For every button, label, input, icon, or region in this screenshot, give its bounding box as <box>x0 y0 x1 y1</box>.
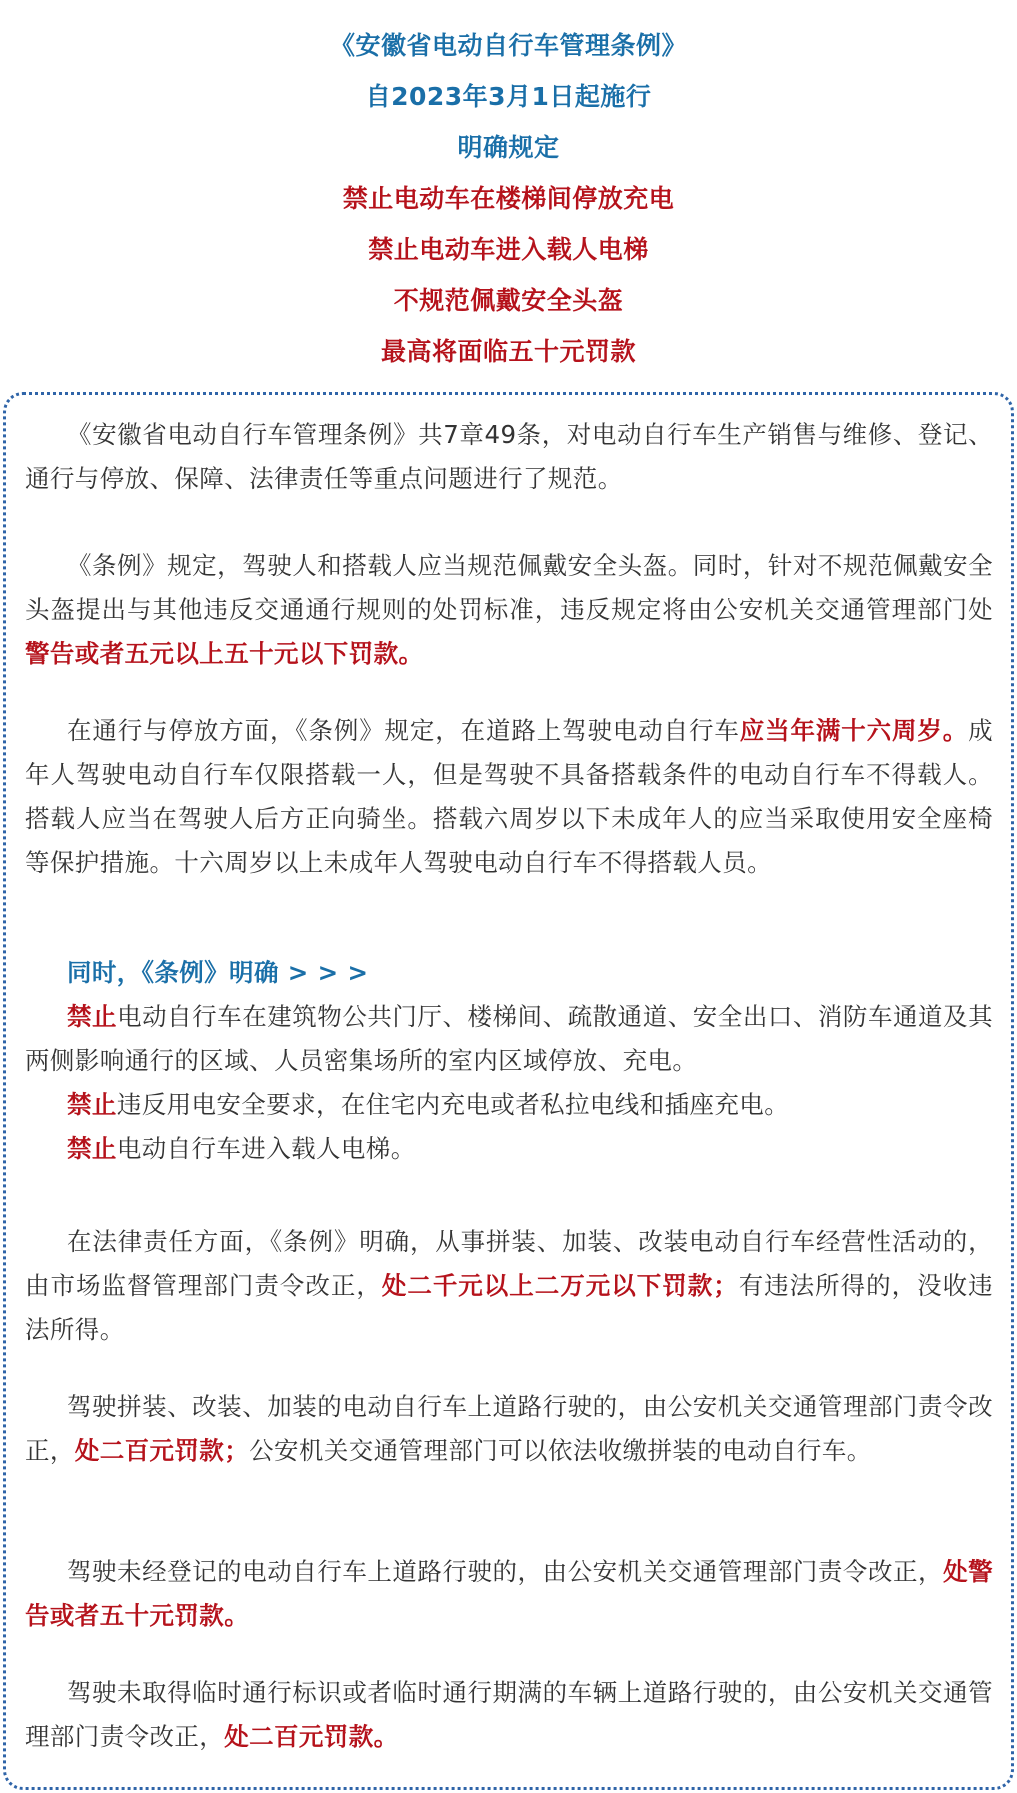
header-title: 《安徽省电动自行车管理条例》 <box>329 31 687 60</box>
highlight-penalty: 处警告或者五十元罚款。 <box>25 1557 993 1630</box>
header-rule-elevator: 禁止电动车进入载人电梯 <box>368 235 649 264</box>
paragraph-traffic <box>25 709 993 885</box>
prohibition-item-2 <box>25 1083 993 1127</box>
paragraph-text: 成年人驾驶电动自行车仅限搭载一人，但是驾驶不具备搭载条件的电动自行车不得载人。搭载人应当在驾驶人后方正向骑坐。搭载六周岁以下未成年人的应当采取使用安全座椅等保护措施。十六周岁以上未成年人驾驶电动自行车不得搭载人员。 <box>25 716 993 877</box>
paragraph-text: 在法律责任方面，《条例》明确，从事拼装、加装、改装电动自行车经营性活动的，由市场监督管理部门责令改正， <box>25 1227 993 1300</box>
header-effective-date: 自2023年3月1日起施行 <box>365 82 652 111</box>
highlight-penalty: 处二百元罚款。 <box>224 1722 399 1751</box>
paragraph-text: 在通行与停放方面，《条例》规定，在道路上驾驶电动自行车 <box>67 716 740 745</box>
prohibition-label: 禁止 <box>67 1002 118 1031</box>
paragraph-temporary-permit <box>25 1671 993 1759</box>
paragraph-text: 有违法所得的，没收违法所得。 <box>25 1271 993 1344</box>
paragraph-liability <box>25 1220 993 1352</box>
highlight-penalty: 警告或者五元以上五十元以下罚款。 <box>25 639 424 668</box>
prohibition-text: 违反用电安全要求，在住宅内充电或者私拉电线和插座充电。 <box>116 1090 790 1119</box>
prohibition-text: 电动自行车进入载人电梯。 <box>116 1134 416 1163</box>
paragraph-modified-vehicle <box>25 1385 993 1473</box>
highlight-age: 应当年满十六周岁。 <box>739 716 969 745</box>
prohibition-label: 禁止 <box>67 1090 117 1119</box>
prohibition-item-3 <box>25 1127 993 1171</box>
subhead-text: 同时，《条例》明确 > > > <box>67 958 369 987</box>
header-rule-fine: 最高将面临五十元罚款 <box>380 337 636 366</box>
header-rule-stairwell: 禁止电动车在楼梯间停放充电 <box>342 184 675 213</box>
prohibition-item-1 <box>25 995 993 1083</box>
paragraph-text: 驾驶未经登记的电动自行车上道路行驶的，由公安机关交通管理部门责令改正， <box>67 1557 944 1586</box>
prohibition-label: 禁止 <box>67 1134 117 1163</box>
highlight-penalty: 处二千元以上二万元以下罚款； <box>381 1271 739 1300</box>
paragraph-unregistered <box>25 1550 993 1638</box>
subhead-prohibitions <box>25 951 993 995</box>
prohibition-text: 电动自行车在建筑物公共门厅、楼梯间、疏散通道、安全出口、消防车通道及其两侧影响通行的区域、人员密集场所的室内区域停放、充电。 <box>25 1002 993 1075</box>
highlight-penalty: 处二百元罚款； <box>74 1436 250 1465</box>
paragraph-text: 驾驶拼装、改装、加装的电动自行车上道路行驶的，由公安机关交通管理部门责令改正， <box>25 1392 993 1465</box>
paragraph-helmet <box>25 544 993 676</box>
paragraph-overview: 《安徽省电动自行车管理条例》共7章49条，对电动自行车生产销售与维修、登记、通行与停放、保障、法律责任等重点问题进行了规范。 <box>25 420 993 493</box>
header-subtitle: 明确规定 <box>457 133 560 162</box>
paragraph-text: 驾驶未取得临时通行标识或者临时通行期满的车辆上道路行驶的，由公安机关交通管理部门责令改正， <box>25 1678 993 1751</box>
header-rule-helmet: 不规范佩戴安全头盔 <box>393 286 624 315</box>
paragraph-text: 《条例》规定，驾驶人和搭载人应当规范佩戴安全头盔。同时，针对不规范佩戴安全头盔提出与其他违反交通通行规则的处罚标准，违反规定将由公安机关交通管理部门处 <box>25 551 993 624</box>
paragraph-text: 公安机关交通管理部门可以依法收缴拼装的电动自行车。 <box>249 1436 872 1465</box>
